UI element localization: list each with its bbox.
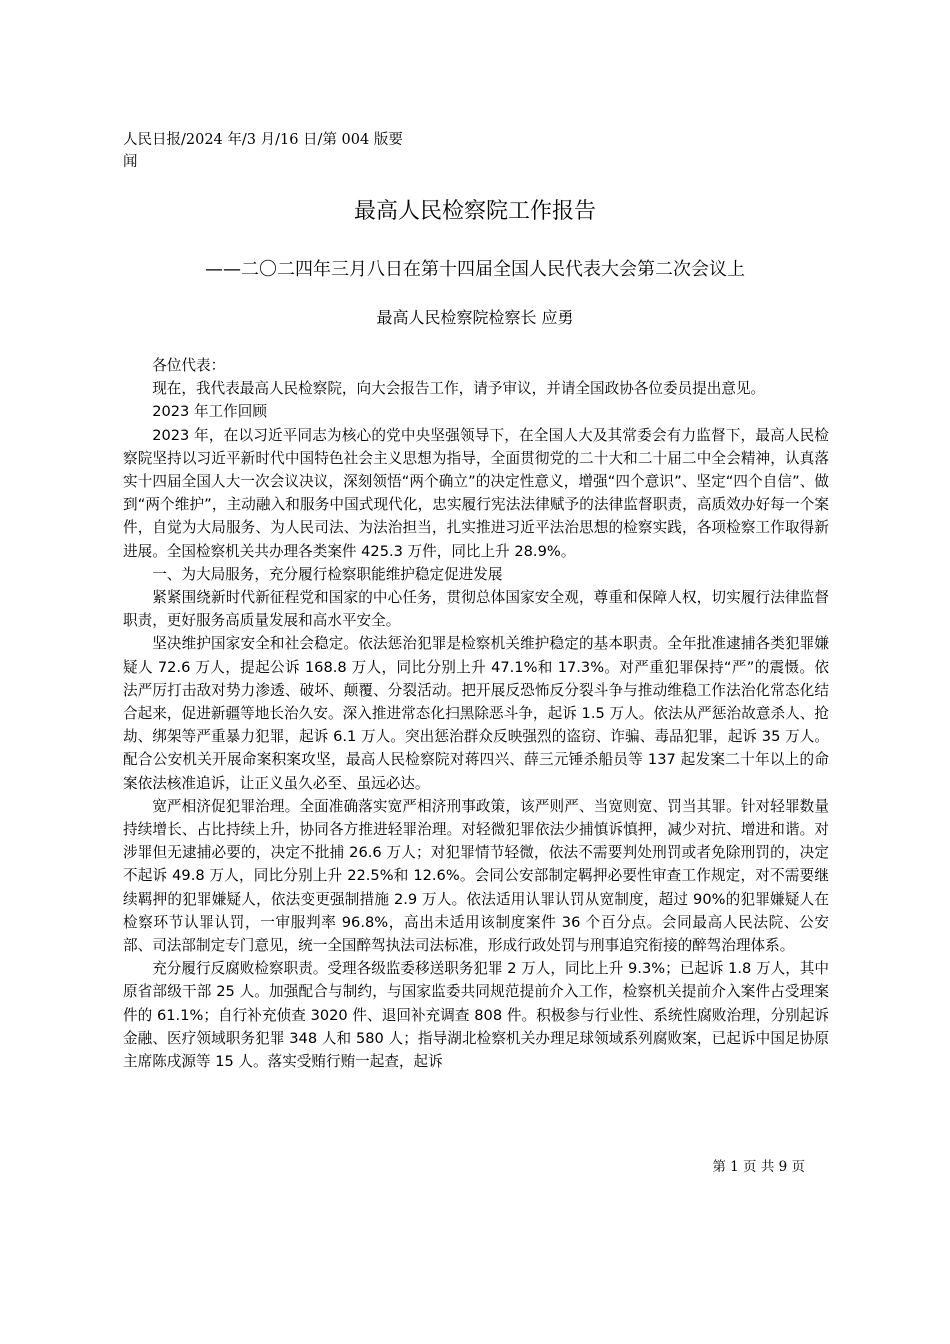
page-number: 第 1 页 共 9 页	[712, 1159, 805, 1175]
paragraph-intro: 现在，我代表最高人民检察院，向大会报告工作，请予审议，并请全国政协各位委员提出意见。	[152, 380, 766, 398]
report-body	[123, 354, 829, 1073]
paragraph-section-one-intro: 紧紧围绕新时代新征程党和国家的中心任务，贯彻总体国家安全观，尊重和保障人权，切实履行法律监督职责，更好服务高质量发展和高水平安全。	[123, 589, 829, 630]
report-title: 最高人民检察院工作报告	[353, 199, 596, 224]
paragraph-salutation: 各位代表：	[152, 357, 226, 374]
paragraph-national-security: 坚决维护国家安全和社会稳定。依法惩治犯罪是检察机关维护稳定的基本职责。全年批准逮捕各类犯罪嫌疑人 72.6 万人，提起公诉 168.8 万人，同比分别上升 47.1%和 17.3%。对严重犯罪保持“严”的震慑。依法严厉打击敌对势力渗透、破坏、颠覆、分裂活动。把开展反恐怖反分裂斗争与推动维稳工作法治化常态化结合起来，促进新疆等地长治久安。深入推进常态化扫黑除恶斗争，起诉 1.5 万人。依法从严惩治故意杀人、抢劫、绑架等严重暴力犯罪，起诉 6.1 万人。突出惩治群众反映强烈的盗窃、诈骗、毒品犯罪，起诉 35 万人。配合公安机关开展命案积案攻坚，最高人民检察院对蒋四兴、薛三元锤杀船员等 137 起发案二十年以上的命案依法核准追诉，让正义虽久必至、虽远必达。	[123, 635, 829, 792]
report-subtitle: ——二〇二四年三月八日在第十四届全国人民代表大会第二次会议上	[205, 259, 745, 280]
source-line: 人民日报/2024 年/3 月/16 日/第 004 版要闻	[123, 132, 403, 170]
paragraph-anti-corruption: 充分履行反腐败检察职责。受理各级监委移送职务犯罪 2 万人，同比上升 9.3%；已起诉 1.8 万人，其中原省部级干部 25 人。加强配合与制约，与国家监委共同规范提前介入工作，检察机关提前介入案件占受理案件的 61.1%；自行补充侦查 3020 件、退回补充调查 808 件。积极参与行业性、系统性腐败治理，分别起诉金融、医疗领域职务犯罪 348 人和 580 人；指导湖北检察机关办理足球领域系列腐败案，已起诉中国足协原主席陈戌源等 15 人。落实受贿行贿一起查，起诉	[123, 960, 829, 1071]
paragraph-leniency-severity: 宽严相济促犯罪治理。全面准确落实宽严相济刑事政策，该严则严、当宽则宽、罚当其罪。针对轻罪数量持续增长、占比持续上升，协同各方推进轻罪治理。对轻微犯罪依法少捕慎诉慎押，减少对抗、增进和谐。对涉罪但无逮捕必要的，决定不批捕 26.6 万人；对犯罪情节轻微，依法不需要判处刑罚或者免除刑罚的，决定不起诉 49.8 万人，同比分别上升 22.5%和 12.6%。会同公安部制定羁押必要性审查工作规定，对不需要继续羁押的犯罪嫌疑人，依法变更强制措施 2.9 万人。依法适用认罪认罚从宽制度，超过 90%的犯罪嫌疑人在检察环节认罪认罚，一审服判率 96.8%，高出未适用该制度案件 36 个百分点。会同最高人民法院、公安部、司法部制定专门意见，统一全国醉驾执法司法标准，形成行政处罚与刑事追究衔接的醉驾治理体系。	[123, 797, 829, 955]
paragraph-overview: 2023 年，在以习近平同志为核心的党中央坚强领导下，在全国人大及其常委会有力监督下，最高人民检察院坚持以习近平新时代中国特色社会主义思想为指导，全面贯彻党的二十大和二十届二中全会精神，认真落实十四届全国人大一次会议决议，深刻领悟“两个确立”的决定性意义，增强“四个意识”、坚定“四个自信”、做到“两个维护”，主动融入和服务中国式现代化，忠实履行宪法法律赋予的法律监督职责，高质效办好每一个案件，自觉为大局服务、为人民司法、为法治担当，扎实推进习近平法治思想的检察实践，各项检察工作取得新进展。全国检察机关共办理各类案件 425.3 万件，同比上升 28.9%。	[123, 426, 829, 560]
section-heading-one: 一、为大局服务，充分履行检察职能维护稳定促进发展	[152, 565, 503, 583]
report-author: 最高人民检察院检察长 应勇	[376, 308, 574, 327]
section-heading-review: 2023 年工作回顾	[152, 403, 267, 421]
